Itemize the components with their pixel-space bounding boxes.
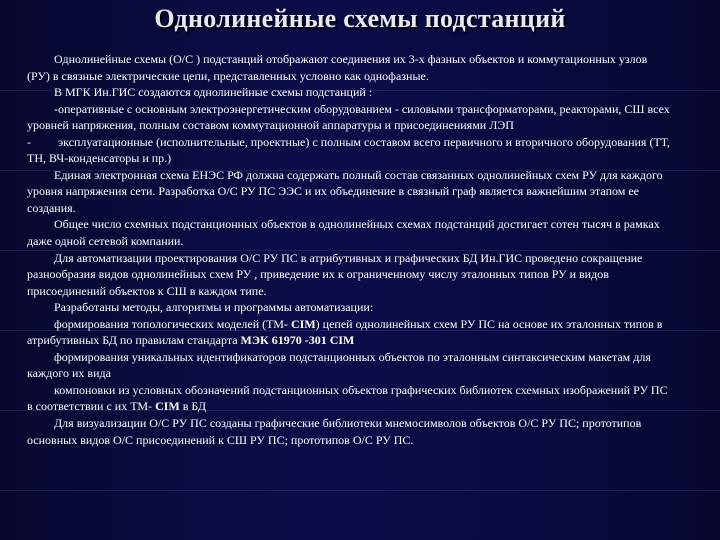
- text-span: ) цепей однолинейных схем РУ ПС на основе их эталонных типов в атрибутивных БД по правилам стандарта: [27, 316, 663, 348]
- paragraph-object-count: Общее число схемных подстанционных объектов в однолинейных схемах подстанций достигает сотен тысяч в рамках даже одной сетевой компании.: [27, 217, 660, 249]
- cim-term: CIM: [155, 399, 180, 414]
- paragraph-intro: Однолинейные схемы (О/С ) подстанций отображают соединения их 3-х фазных объектов и коммутационных узлов (РУ) в связные электрические цепи, представленных условно как однофазные.: [27, 52, 648, 83]
- paragraph-automation: Для автоматизации проектирования О/С РУ ПС в атрибутивных и графических БД Ин.ГИС проведено сокращение разнообразия видов однолинейных схем РУ , приведение их к ограниченному числу эталонных типов РУ и видов присоединений объектов к СШ в каждом типе.: [27, 250, 643, 298]
- paragraph-identifiers: формирования уникальных идентификаторов подстанционных объектов по эталонным синтаксическим макетам для каждого их вида: [27, 349, 651, 381]
- text-span: компоновки из условных обозначений подстанционных объектов графических библиотек схемных изображений РУ ПС в соответствии с их ТМ-: [27, 382, 668, 414]
- dash-marker: -: [27, 134, 31, 149]
- paragraph-methods: Разработаны методы, алгоритмы и программы автоматизации:: [54, 300, 374, 315]
- paragraph-unified-scheme: Единая электронная схема ЕНЭС РФ должна содержать полный состав связанных однолинейных схем РУ для каждого уровня напряжения сети. Разработка О/С РУ ПС ЭЭС и их объединение в связный граф является важнейшим этапом ее создания.: [27, 167, 663, 215]
- paragraph-exploitation-text: эксплуатационные (исполнительные, проектные) с полным составом всего первичного и вторичного оборудования (ТТ, ТН, ВЧ-конденсаторы и пр.): [27, 134, 670, 166]
- text-span: в БД: [179, 399, 207, 414]
- standard-reference: МЭК 61970 -301 CIM: [240, 333, 355, 348]
- paragraph-layout: [27, 382, 673, 415]
- paragraph-operative: -оперативные с основным электроэнергетическим оборудованием - силовыми трансформаторами, реакторами, СШ всех уровней напряжения, полным составом коммутационной аппаратуры и присоединениями ЛЭП: [27, 101, 670, 133]
- text-span: формирования топологических моделей (ТМ-: [54, 316, 291, 331]
- cim-term: CIM: [290, 316, 316, 331]
- paragraph-mgk-schemes: В МГК Ин.ГИС создаются однолинейные схемы подстанций :: [54, 85, 373, 100]
- paragraph-topology-models: [27, 316, 673, 349]
- slide-body: [27, 51, 673, 448]
- page-title: Однолинейные схемы подстанций: [154, 4, 566, 33]
- paragraph-visualization: Для визуализации О/С РУ ПС созданы графические библиотеки мнемосимволов объектов О/С РУ ПС; прототипов основных видов О/С присоединений к СШ РУ ПС; прототипов О/С РУ ПС.: [27, 416, 642, 447]
- paragraph-exploitation: [27, 134, 673, 167]
